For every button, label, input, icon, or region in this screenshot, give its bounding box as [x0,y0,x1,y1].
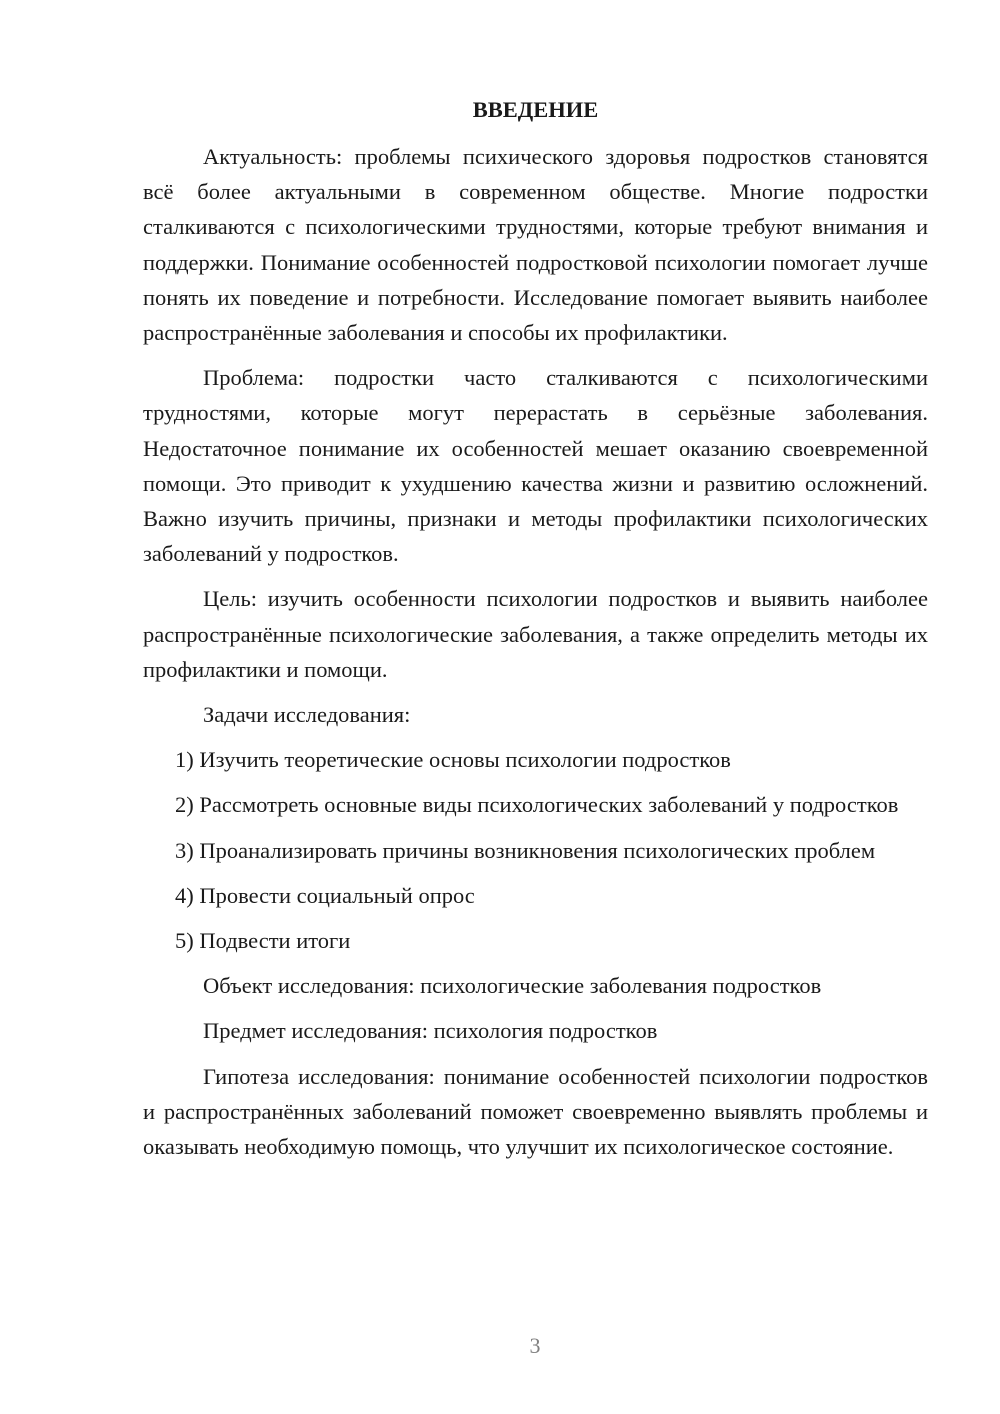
task-item-3: 3) Проанализировать причины возникновения психологических проблем [175,837,876,863]
task-item-4: 4) Провести социальный опрос [175,882,475,908]
paragraph-goal: Цель: изучить особенности психологии подростков и выявить наиболее распространённые психологические заболевания, а также определить методы их профилактики и помощи. [143,586,928,682]
paragraph-object: Объект исследования: психологические заболевания подростков [203,973,822,999]
paragraph-relevance: Актуальность: проблемы психического здоровья подростков становятся всё более актуальными в современном обществе. Многие подростки сталкиваются с психологическими трудностями, которые требуют внимания и поддержки. Понимание особенностей подростковой психологии помогает лучше понять их поведение и потребности. Исследование помогает выявить наиболее распространённые заболевания и способы их профилактики. [143,144,928,346]
paragraph-tasks-heading: Задачи исследования: [203,702,411,728]
task-item-1: 1) Изучить теоретические основы психологии подростков [175,747,731,773]
task-item-2: 2) Рассмотреть основные виды психологических заболеваний у подростков [175,792,899,818]
paragraph-hypothesis: Гипотеза исследования: понимание особенностей психологии подростков и распространённых заболеваний поможет своевременно выявлять проблемы и оказывать необходимую помощь, что улучшит их психологическое состояние. [143,1063,928,1160]
page-number: 3 [529,1333,541,1358]
paragraph-subject: Предмет исследования: психология подростков [203,1018,658,1044]
section-title: ВВЕДЕНИЕ [472,97,599,122]
task-item-5: 5) Подвести итоги [175,928,351,954]
document-page [143,95,928,1174]
paragraph-problem: Проблема: подростки часто сталкиваются с психологическими трудностями, которые могут перерастать в серьёзные заболевания. Недостаточное понимание их особенностей мешает оказанию своевременной помощи. Это приводит к ухудшению качества жизни и развитию осложнений. Важно изучить причины, признаки и методы профилактики психологических заболеваний у подростков. [143,365,928,567]
